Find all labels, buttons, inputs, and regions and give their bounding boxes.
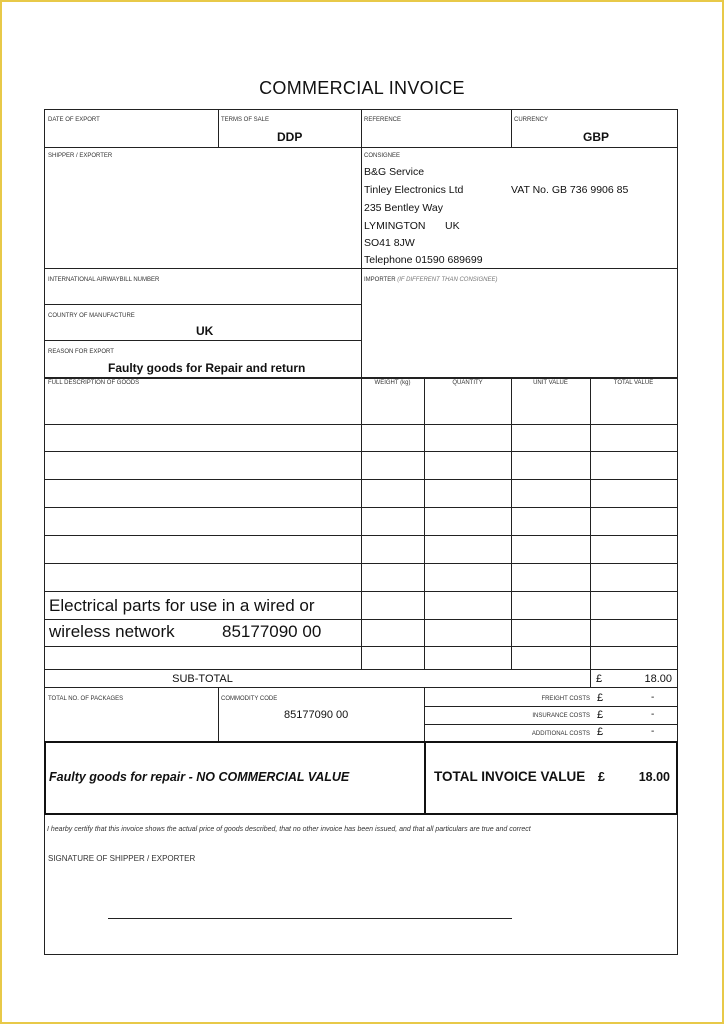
divider xyxy=(511,377,512,669)
goods-description-line2: wireless network xyxy=(49,622,175,641)
consignee-line: Telephone 01590 689699 xyxy=(364,254,483,266)
consignee-line: LYMINGTON xyxy=(364,220,426,232)
consignee-line: 235 Bentley Way xyxy=(364,202,443,214)
consignee-country: UK xyxy=(445,220,460,232)
airwaybill-label: INTERNATIONAL AIRWAYBILL NUMBER xyxy=(48,277,160,283)
freight-costs-label: FREIGHT COSTS xyxy=(541,696,590,702)
goods-description-line1: Electrical parts for use in a wired or xyxy=(49,596,315,615)
table-row xyxy=(44,535,678,536)
subtotal-currency: £ xyxy=(596,673,603,685)
divider xyxy=(361,109,362,377)
commodity-code-value: 85177090 00 xyxy=(284,709,349,721)
signature-label: SIGNATURE OF SHIPPER / EXPORTER xyxy=(48,854,196,863)
consignee-line: SO41 8JW xyxy=(364,237,415,249)
insurance-value: - xyxy=(651,709,655,720)
col-header-total-value: TOTAL VALUE xyxy=(613,380,654,386)
manufacture-label: COUNTRY OF MANUFACTURE xyxy=(48,313,135,319)
col-header-weight: WEIGHT (kg) xyxy=(374,380,411,386)
importer-label: IMPORTER (IF DIFFERENT THAN CONSIGNEE) xyxy=(364,277,498,283)
manufacture-value: UK xyxy=(196,324,214,338)
table-row xyxy=(44,424,678,425)
divider xyxy=(424,706,678,707)
col-header-unit-value: UNIT VALUE xyxy=(533,380,568,386)
table-row xyxy=(44,451,678,452)
divider xyxy=(44,687,678,688)
consignee-line: Tinley Electronics Ltd xyxy=(364,184,464,196)
divider xyxy=(218,109,219,147)
reference-label: REFERENCE xyxy=(364,117,402,123)
divider xyxy=(44,340,361,341)
additional-value: - xyxy=(651,726,655,737)
col-header-quantity: QUANTITY xyxy=(452,380,483,386)
vat-number: VAT No. GB 736 9906 85 xyxy=(511,184,629,196)
divider xyxy=(44,304,361,305)
no-commercial-value-note: Faulty goods for repair - NO COMMERCIAL VALUE xyxy=(49,770,350,784)
table-row xyxy=(44,479,678,480)
reason-label: REASON FOR EXPORT xyxy=(48,349,114,355)
subtotal-value: 18.00 xyxy=(644,673,672,685)
table-row xyxy=(44,591,678,592)
table-left-border xyxy=(44,109,45,955)
additional-currency: £ xyxy=(597,726,604,738)
goods-commodity-code: 85177090 00 xyxy=(222,622,322,641)
total-invoice-value: 18.00 xyxy=(638,770,670,784)
divider xyxy=(361,377,362,669)
reason-value: Faulty goods for Repair and return xyxy=(108,361,306,375)
currency-label: CURRENCY xyxy=(514,117,549,123)
table-row xyxy=(44,646,678,647)
additional-costs-label: ADDITIONAL COSTS xyxy=(531,731,590,737)
freight-currency: £ xyxy=(597,692,604,704)
shipper-label: SHIPPER / EXPORTER xyxy=(48,153,113,159)
insurance-currency: £ xyxy=(597,709,604,721)
consignee-label: CONSIGNEE xyxy=(364,153,401,159)
consignee-line: B&G Service xyxy=(364,166,425,178)
terms-of-sale-value: DDP xyxy=(277,130,303,144)
date-of-export-label: DATE OF EXPORT xyxy=(48,117,100,123)
packages-label: TOTAL NO. OF PACKAGES xyxy=(48,696,124,702)
col-header-description: FULL DESCRIPTION OF GOODS xyxy=(48,380,140,386)
table-bottom-border xyxy=(44,954,678,955)
table-row xyxy=(44,619,678,620)
terms-of-sale-label: TERMS OF SALE xyxy=(221,117,270,123)
table-row xyxy=(44,563,678,564)
commodity-code-label: COMMODITY CODE xyxy=(221,696,278,702)
divider xyxy=(44,147,678,148)
certification-text: I hearby certify that this invoice shows the actual price of goods described, that no other invoice has been issued, and that all particulars are true and correct xyxy=(47,826,531,833)
divider xyxy=(44,268,678,269)
divider xyxy=(424,724,678,725)
table-row xyxy=(44,669,678,670)
currency-value: GBP xyxy=(583,130,610,144)
signature-line xyxy=(108,918,512,919)
total-invoice-label: TOTAL INVOICE VALUE xyxy=(434,769,586,784)
table-right-border xyxy=(677,109,678,955)
divider xyxy=(218,687,219,742)
divider xyxy=(511,109,512,147)
table-row xyxy=(44,507,678,508)
divider xyxy=(424,377,425,669)
document-title: COMMERCIAL INVOICE xyxy=(259,78,465,98)
subtotal-label: SUB-TOTAL xyxy=(172,673,233,685)
freight-value: - xyxy=(651,692,655,703)
total-currency: £ xyxy=(598,770,605,784)
insurance-costs-label: INSURANCE COSTS xyxy=(532,713,590,719)
